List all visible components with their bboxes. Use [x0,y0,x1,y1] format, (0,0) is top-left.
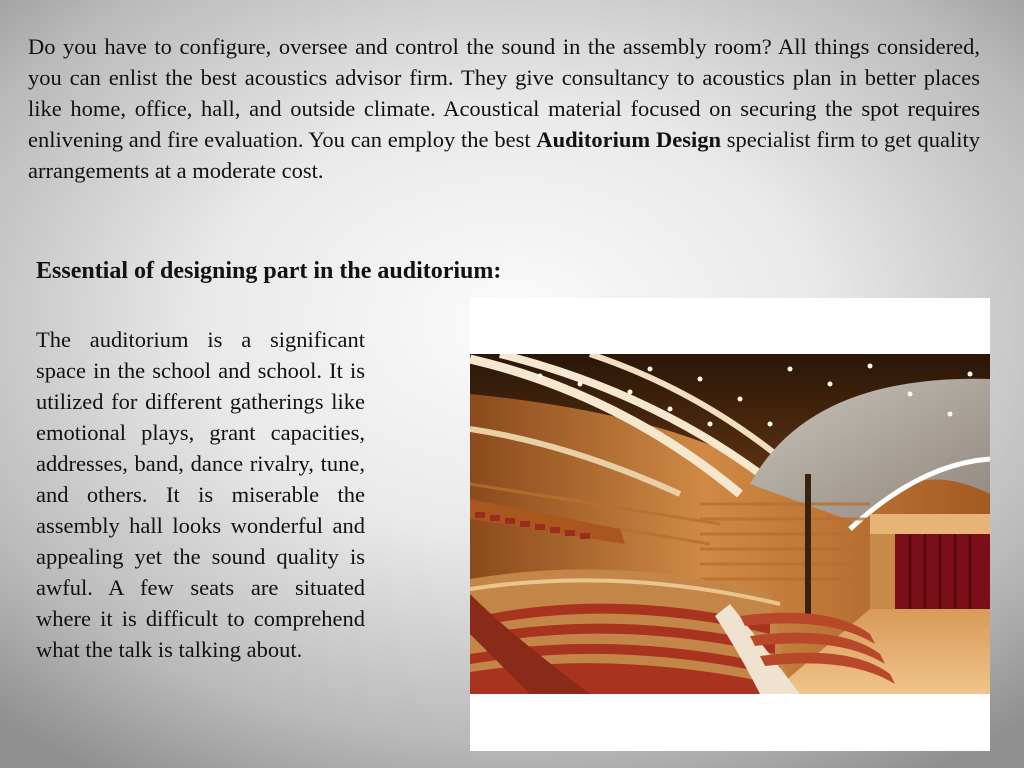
section-heading: Essential of designing part in the auditorium: [36,258,502,284]
intro-paragraph [28,31,980,186]
intro-text-start: Do you have to configure, oversee and control the sound in the assembly room? All things considered, you can enlist the best acoustics advisor firm. They give consultancy to acoustics plan in better places like home, office, hall, and outside climate. Acoustical material focused on securing the spot requires enlivening and fire evaluation. You can employ the best [28,34,980,152]
auditorium-photo [470,298,990,751]
intro-text-end: specialist firm to get quality arrangements at a moderate cost. [28,127,980,183]
auditorium-illustration [470,354,990,694]
section-body-text: The auditorium is a significant space in the school and school. It is utilized for different gatherings like emotional plays, grant capacities, addresses, band, dance rivalry, tune, and others. It is miserable the assembly hall looks wonderful and appealing yet the sound quality is awful. A few seats are situated where it is difficult to comprehend what the talk is talking about. [36,327,365,662]
auditorium-design-link-text: Auditorium Design [536,127,721,152]
